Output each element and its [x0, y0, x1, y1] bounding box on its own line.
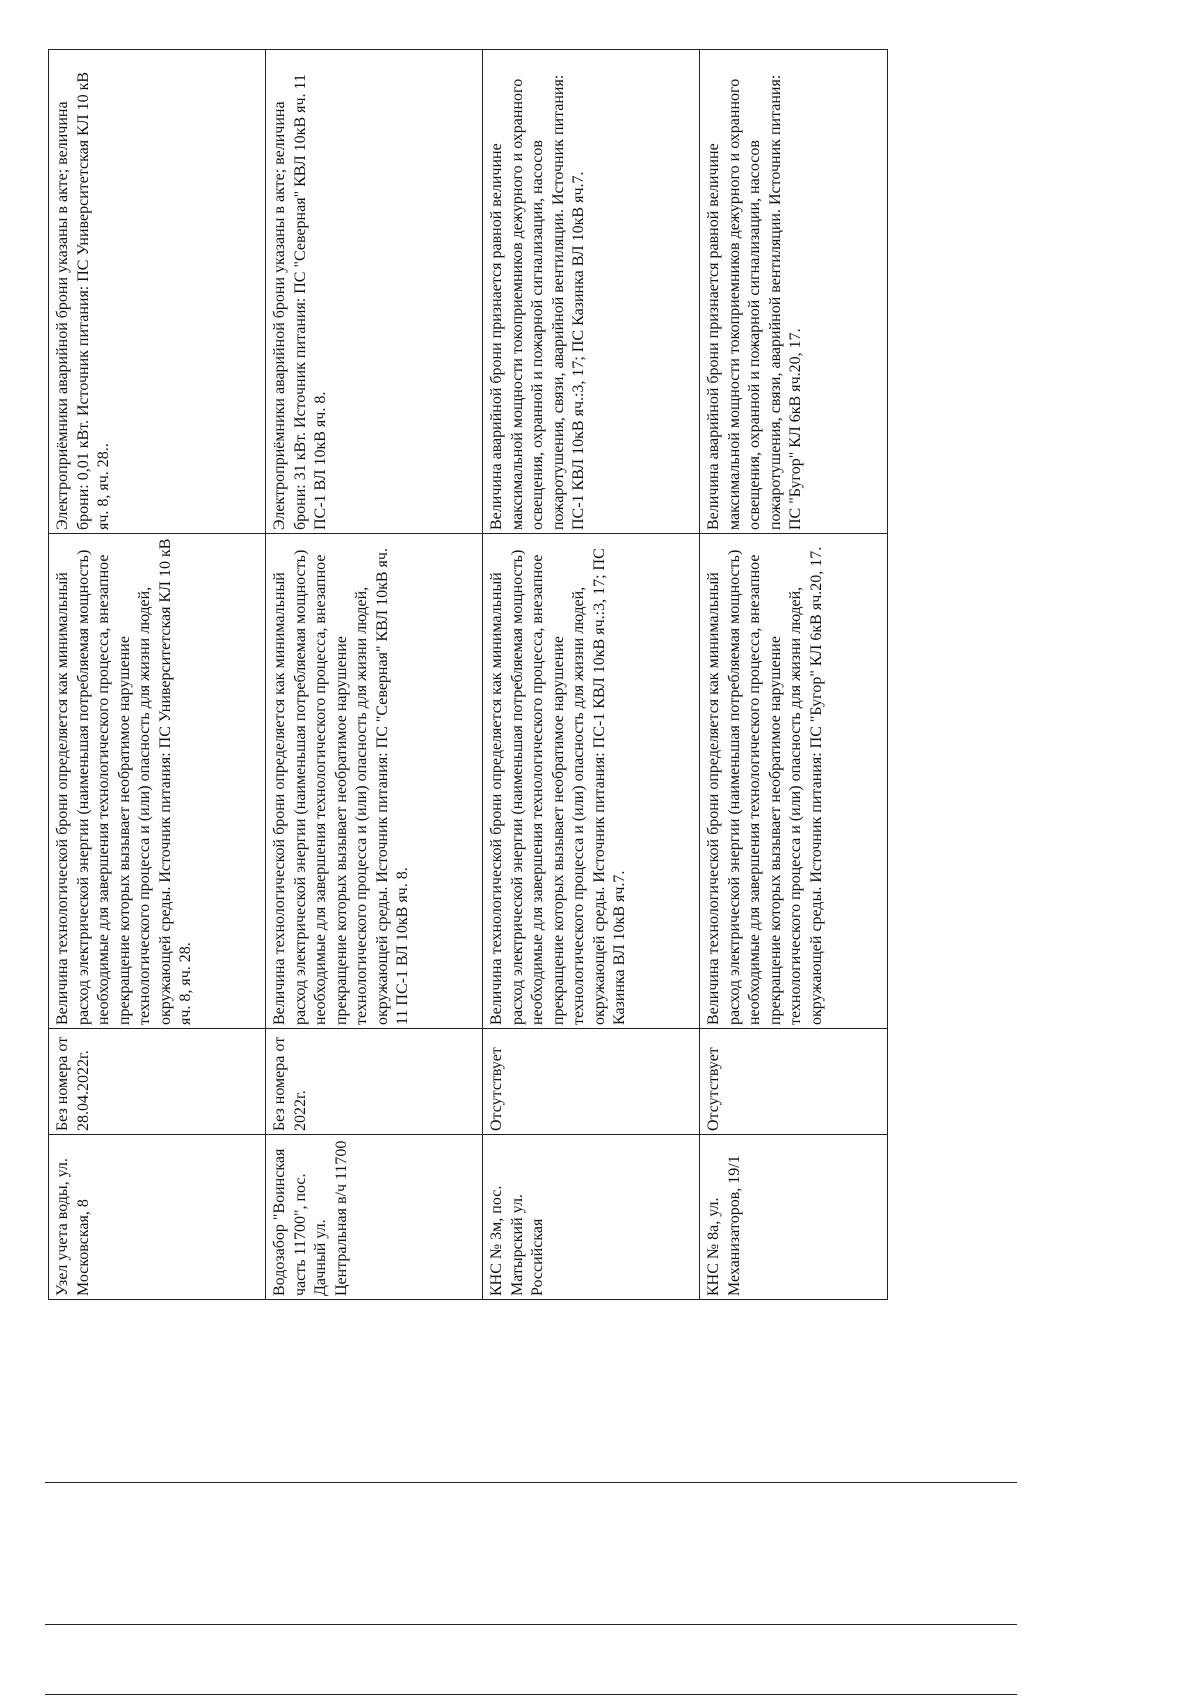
emergency-reserve-cell: Электроприёмники аварийной брони указаны в акте; величина брони: 0,01 кВт. Источник питания: ПС Университетская КЛ 10 кВ яч. 8, яч. 28.. [49, 50, 266, 534]
table-row [266, 50, 483, 1300]
tech-reserve-cell: Величина технологической брони определяется как минимальный расход электрической энергии (наименьшая потребляемая мощность) необходимые для завершения технологического процесса, внезапное прекращение которых вызывает необратимое нарушение технологического процесса и (или) опасность для жизни людей, окружающей среды. Источник питания: ПС-1 КВЛ 10кВ яч.:3, 17; ПС Казинка ВЛ 10кВ яч.7. [483, 534, 700, 1029]
tech-reserve-cell: Величина технологической брони определяется как минимальный расход электрической энергии (наименьшая потребляемая мощность) необходимые для завершения технологического процесса, внезапное прекращение которых вызывает необратимое нарушение технологического процесса и (или) опасность для жизни людей, окружающей среды. Источник питания: ПС "Северная" КВЛ 10кВ яч. 11 ПС-1 ВЛ 10кВ яч. 8. [266, 534, 483, 1029]
signature-line [45, 1694, 1017, 1695]
object-cell: КНС № 8а, ул. Механизаторов, 19/1 [700, 1135, 888, 1300]
object-cell: КНС № 3м, пос. Матырский ул. Российская [483, 1135, 700, 1300]
power-reserve-table [48, 49, 888, 1300]
table-row [700, 50, 888, 1300]
act-cell: Без номера от 28.04.2022г. [49, 1029, 266, 1135]
signature-line [45, 1482, 1017, 1483]
object-cell: Водозабор "Воинская часть 11700", пос. Дачный ул. Центральная в/ч 11700 [266, 1135, 483, 1300]
tech-reserve-cell: Величина технологической брони определяется как минимальный расход электрической энергии (наименьшая потребляемая мощность) необходимые для завершения технологического процесса, внезапное прекращение которых вызывает необратимое нарушение технологического процесса и (или) опасность для жизни людей, окружающей среды. Источник питания: ПС "Бугор" КЛ 6кВ яч.20, 17. [700, 534, 888, 1029]
table-row [483, 50, 700, 1300]
emergency-reserve-cell: Величина аварийной брони признается равной величине максимальной мощности токоприемников дежурного и охранного освещения, охранной и пожарной сигнализации, насосов пожаротушения, связи, аварийной вентиляции. Источник питания: ПС-1 КВЛ 10кВ яч.:3, 17; ПС Казинка ВЛ 10кВ яч.7. [483, 50, 700, 534]
act-cell: Без номера от 2022г. [266, 1029, 483, 1135]
rotated-table-wrapper [48, 50, 888, 1300]
object-cell: Узел учета воды, ул. Московская, 8 [49, 1135, 266, 1300]
table-row [49, 50, 266, 1300]
signature-line [45, 1624, 1017, 1625]
emergency-reserve-cell: Величина аварийной брони признается равной величине максимальной мощности токоприемников дежурного и охранного освещения, охранной и пожарной сигнализации, насосов пожаротушения, связи, аварийной вентиляции. Источник питания: ПС "Бугор" КЛ 6кВ яч.20, 17. [700, 50, 888, 534]
tech-reserve-cell: Величина технологической брони определяется как минимальный расход электрической энергии (наименьшая потребляемая мощность) необходимые для завершения технологического процесса, внезапное прекращение которых вызывает необратимое нарушение технологического процесса и (или) опасность для жизни людей, окружающей среды. Источник питания: ПС Университетская КЛ 10 кВ яч. 8, яч. 28. [49, 534, 266, 1029]
act-cell: Отсутствует [700, 1029, 888, 1135]
act-cell: Отсутствует [483, 1029, 700, 1135]
emergency-reserve-cell: Электроприёмники аварийной брони указаны в акте; величина брони: 31 кВт. Источник питания: ПС "Северная" КВЛ 10кВ яч. 11 ПС-1 ВЛ 10кВ яч. 8. [266, 50, 483, 534]
